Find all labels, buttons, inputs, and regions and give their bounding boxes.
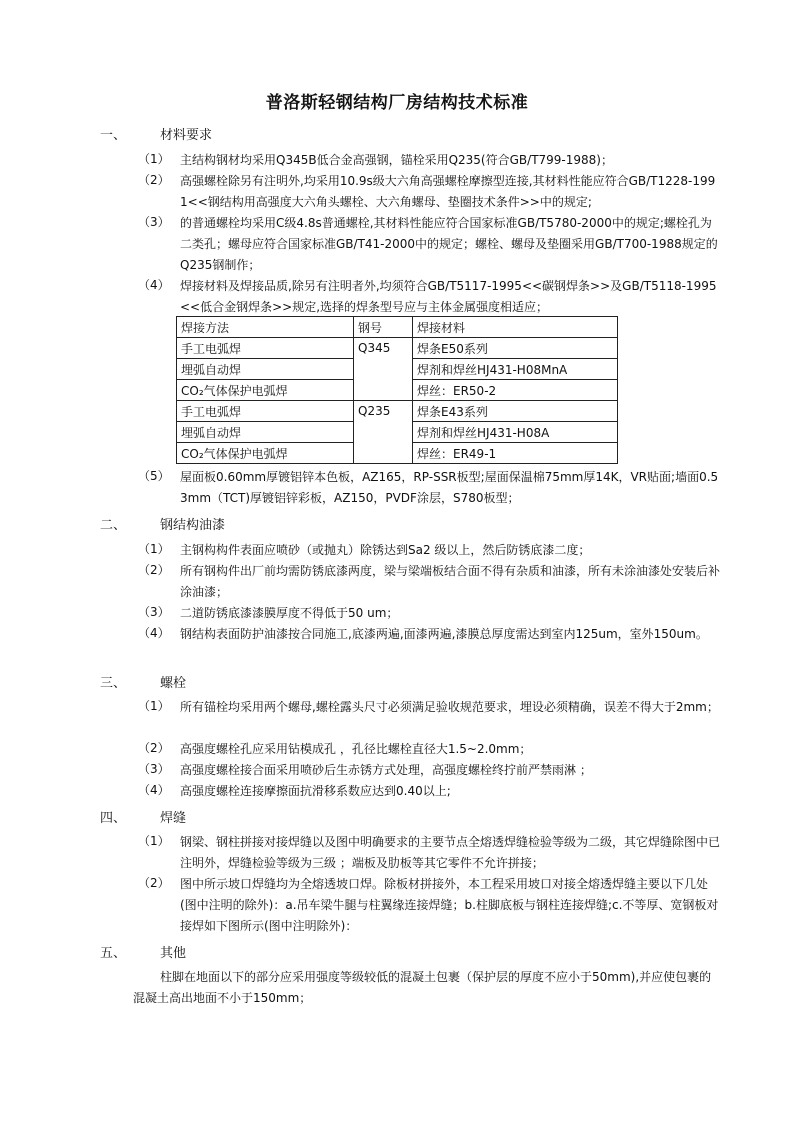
steel-grade-cell: Q235 [354, 401, 413, 464]
header-cell: 焊接材料 [413, 317, 618, 338]
item-number: （4） [138, 278, 170, 292]
document-title: 普洛斯轻钢结构厂房结构技术标准 [265, 93, 529, 113]
table-row [177, 338, 618, 359]
table-row [177, 401, 618, 422]
item-text: 所有锚栓均采用两个螺母,螺栓露头尺寸必须满足验收规范要求，埋设必须精确，误差不得大于2mm； [180, 700, 719, 714]
section-title: 焊缝 [160, 811, 187, 826]
item-number: （2） [138, 876, 170, 890]
weld-method-cell: 埋弧自动焊 [177, 359, 354, 380]
weld-method-cell: 埋弧自动焊 [177, 422, 354, 443]
item-text: 焊接材料及焊接品质,除另有注明者外,均须符合GB/T5117-1995<<碳钢焊条>>及GB/T5118-1995<<低合金钢焊条>>规定,选择的焊条型号应与主体金属强度相适应； [180, 279, 717, 314]
section-number: 二、 [100, 518, 127, 533]
item-number: （4） [138, 626, 170, 640]
weld-method-cell: 手工电弧焊 [177, 338, 354, 359]
item-number: （3） [138, 762, 170, 776]
weld-method-cell: CO₂气体保护电弧焊 [177, 443, 354, 464]
weld-method-cell: CO₂气体保护电弧焊 [177, 380, 354, 401]
weld-material-cell: 焊丝：ER49-1 [413, 443, 618, 464]
section-title: 螺栓 [160, 676, 187, 691]
weld-material-cell: 焊丝：ER50-2 [413, 380, 618, 401]
item-text: 钢结构表面防护油漆按合同施工,底漆两遍,面漆两遍,漆膜总厚度需达到室内125um，室外150um。 [180, 627, 708, 641]
item-text: 钢梁、钢柱拼接对接焊缝以及图中明确要求的主要节点全熔透焊缝检验等级为二级，其它焊缝除图中已注明外，焊缝检验等级为三级 ；端板及肋板等其它零件不允许拼接； [180, 835, 721, 870]
section-title: 其他 [160, 946, 187, 961]
item-number: （3） [138, 605, 170, 619]
item-text: 高强度螺栓孔应采用钻模成孔 ，孔径比螺栓直径大1.5~2.0mm； [180, 742, 532, 756]
item-text: 二道防锈底漆漆膜厚度不得低于50 um； [180, 606, 399, 620]
weld-method-cell: 手工电弧焊 [177, 401, 354, 422]
welding-materials-table [176, 316, 618, 464]
item-number: （1） [138, 152, 170, 166]
section-number: 四、 [100, 811, 127, 826]
item-number: （1） [138, 834, 170, 848]
table-header-row [177, 317, 618, 338]
item-number: （5） [138, 469, 170, 483]
item-text: 屋面板0.60mm厚镀铝锌本色板，AZ165，RP-SSR板型;屋面保温棉75mm厚14K，VR贴面;墙面0.53mm（TCT)厚镀铝锌彩板，AZ150，PVDF涂层，S780板型； [180, 470, 719, 505]
item-number: （1） [138, 542, 170, 556]
item-text: 的普通螺栓均采用C级4.8s普通螺栓,其材料性能应符合国家标准GB/T5780-2000中的规定;螺栓孔为二类孔；螺母应符合国家标准GB/T41-2000中的规定；螺栓、螺母及垫圈采用GB/T700-1988规定的Q235钢制作； [180, 216, 718, 272]
weld-material-cell: 焊条E50系列 [413, 338, 618, 359]
item-text: 主结构钢材均采用Q345B低合金高强钢，锚栓采用Q235(符合GB/T799-1988)； [180, 153, 613, 167]
item-text: 高强度螺栓接合面采用喷砂后生赤锈方式处理，高强度螺栓终拧前严禁雨淋 ； [180, 763, 592, 777]
item-number: （1） [138, 699, 170, 713]
item-number: （2） [138, 563, 170, 577]
header-cell: 钢号 [354, 317, 413, 338]
section-title: 材料要求 [160, 128, 213, 143]
section-number: 五、 [100, 946, 127, 961]
item-number: （2） [138, 173, 170, 187]
steel-grade-cell: Q345 [354, 338, 413, 401]
section-number: 三、 [100, 676, 127, 691]
weld-material-cell: 焊剂和焊丝HJ431-H08MnA [413, 359, 618, 380]
item-text: 主钢构构件表面应喷砂（或抛丸）除锈达到Sa2 级以上，然后防锈底漆二度； [180, 543, 591, 557]
item-number: （3） [138, 215, 170, 229]
item-text: 高强螺栓除另有注明外,均采用10.9s级大六角高强螺栓摩擦型连接,其材料性能应符合GB/T1228-1991<<钢结构用高强度大六角头螺栓、大六角螺母、垫圈技术条件>>中的规定; [180, 174, 716, 209]
item-text: 高强度螺栓连接摩擦面抗滑移系数应达到0.40以上; [180, 784, 451, 798]
paragraph-text: 柱脚在地面以下的部分应采用强度等级较低的混凝土包裹（保护层的厚度不应小于50mm),并应使包裹的混凝土高出地面不小于150mm； [133, 970, 712, 1005]
item-text: 所有钢构件出厂前均需防锈底漆两度，梁与梁端板结合面不得有杂质和油漆，所有未涂油漆处安装后补涂油漆； [180, 564, 721, 599]
item-number: （2） [138, 741, 170, 755]
header-cell: 焊接方法 [177, 317, 354, 338]
item-number: （4） [138, 783, 170, 797]
item-text: 图中所示坡口焊缝均为全熔透坡口焊。除板材拼接外，本工程采用坡口对接全熔透焊缝主要以下几处(图中注明的除外)：a.吊车梁牛腿与柱翼缘连接焊缝；b.柱脚底板与钢柱连接焊缝;c.不等厚、宽钢板对接焊如下图所示(图中注明除外)： [180, 877, 719, 933]
section-title: 钢结构油漆 [160, 518, 226, 533]
weld-material-cell: 焊剂和焊丝HJ431-H08A [413, 422, 618, 443]
weld-material-cell: 焊条E43系列 [413, 401, 618, 422]
section-number: 一、 [100, 128, 127, 143]
